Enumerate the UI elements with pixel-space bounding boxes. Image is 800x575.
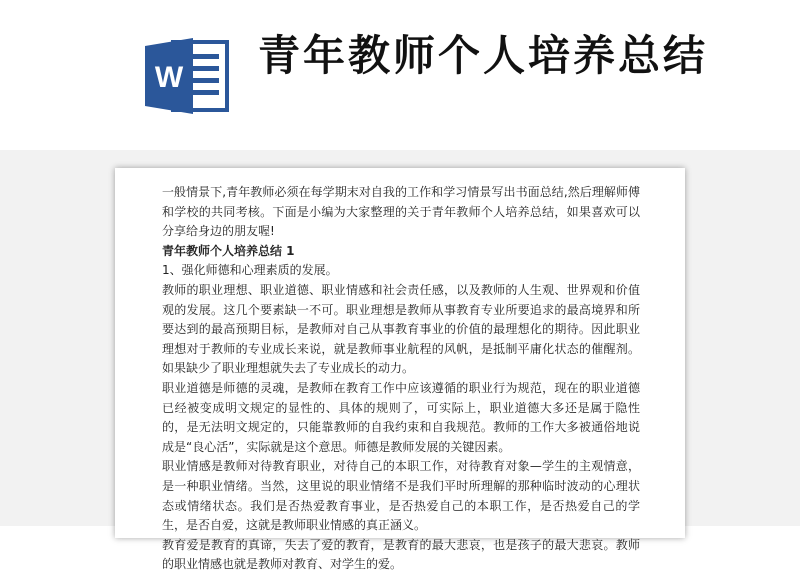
document-body <box>162 183 640 575</box>
body-paragraph: 教师的职业理想、职业道德、职业情感和社会责任感，以及教师的人生观、世界观和价值观的发展。这几个要素缺一不可。职业理想是教师从事教育专业所要追求的最高境界和所要达到的最高预期目标，是教师对自己从事教育事业的价值的最理想化的期待。因此职业理想对于教师的专业成长来说，就是教师事业航程的风帆，是抵制平庸化状态的催醒剂。如果缺少了职业理想就失去了专业成长的动力。 <box>162 282 640 376</box>
page-title: 青年教师个人培养总结 <box>258 31 709 80</box>
body-paragraph: 职业情感是教师对待教育职业，对待自己的本职工作，对待教育对象—学生的主观情意，是一种职业情绪。当然，这里说的职业情绪不是我们平时所理解的那种临时波动的心理状态或情绪状态。我们是否热爱教育事业，是否热爱自己的本职工作，是否热爱自己的学生，是否自爱，这就是教师职业情感的真正涵义。 <box>162 459 640 533</box>
intro-paragraph: 一般情景下,青年教师必须在每学期末对自我的工作和学习情景写出书面总结,然后理解师傅和学校的共同考核。下面是小编为大家整理的关于青年教师个人培养总结，如果喜欢可以分享给身边的朋友喔! <box>162 185 640 239</box>
body-paragraph: 职业道德是师德的灵魂，是教师在教育工作中应该遵循的职业行为规范，现在的职业道德已经被变成明文规定的显性的、具体的规则了，可实际上，职业道德大多还是属于隐性的，是无法明文规定的，只能靠教师的自我约束和自我规范。教师的工作大多被通俗地说成是“良心活”，实际就是这个意思。师德是教师发展的关键因素。 <box>162 380 640 454</box>
subheading-paragraph: 1、强化师德和心理素质的发展。 <box>162 263 338 278</box>
word-document-icon <box>143 36 231 116</box>
svg-text:W: W <box>154 61 184 94</box>
section-heading: 青年教师个人培养总结 1 <box>162 243 295 258</box>
header-area <box>0 0 800 150</box>
body-paragraph: 教育爱是教育的真谛，失去了爱的教育，是教育的最大悲哀，也是孩子的最大悲哀。教师的职业情感也就是教师对教育、对学生的爱。 <box>162 537 640 572</box>
